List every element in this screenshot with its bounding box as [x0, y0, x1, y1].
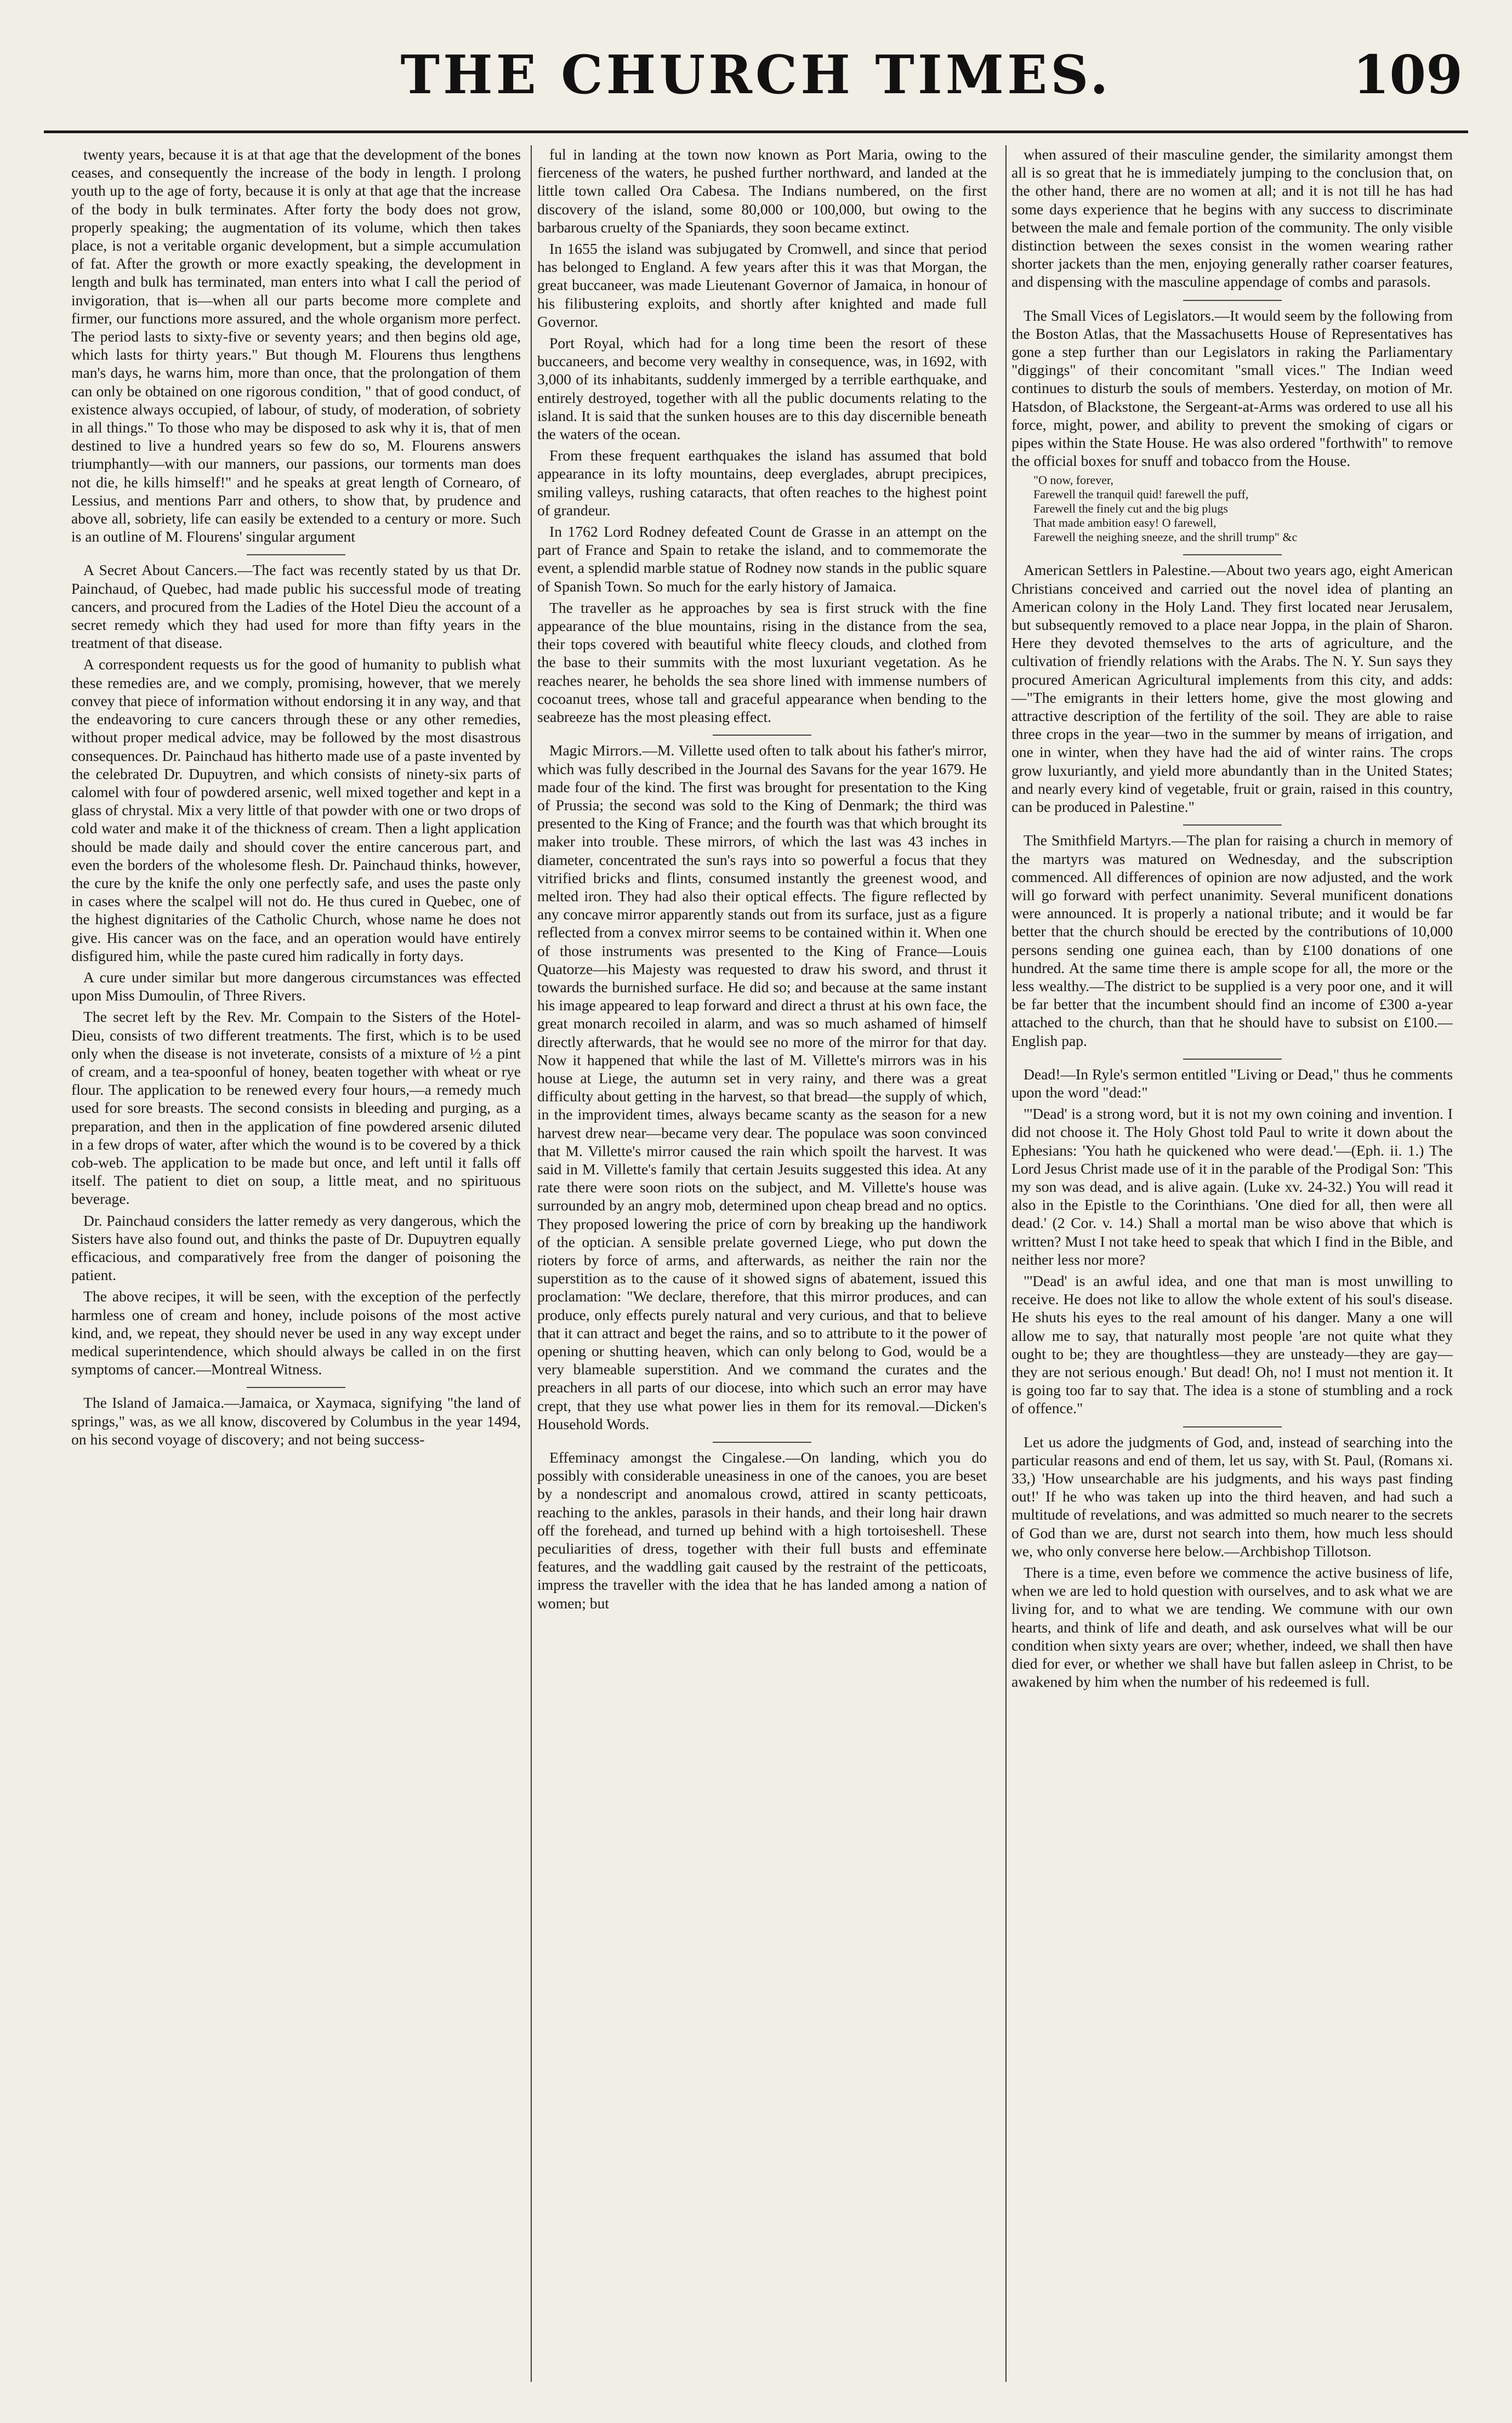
cingalese-article-end: when assured of their masculine gender, the similarity amongst them all is so great that he is immediately jumping to the conclusion that, on the other hand, there are no women at all; and it is not till he has had some days experience that he begins with any success to discriminate between the male and female portion of the community. The only visible distinction between the sexes consist in the women wearing rather shorter jackets than the men, enjoying generally rather coarser features, and dispensing with the masculine appendage of combs and parasols. — [1011, 146, 1453, 291]
section-divider — [247, 1381, 345, 1388]
column-2 — [537, 145, 987, 2393]
cingalese-article-start: Effeminacy amongst the Cingalese.—On landing, which you do possibly with considerable uneasiness in one of the canoes, you are beset by a nondescript and anomalous crowd, attired in scanty petticoats, reaching to the ankles, parasols in their hands, and their long hair drawn off the forehead, and turned up behind with a high tortoiseshell. These peculiarities of dress, together with their full busts and effeminate features, and the waddling gait caused by the restraint of the petticoats, impress the traveller with the idea that he has landed among a nation of women; but — [537, 1449, 987, 1612]
section-divider — [247, 549, 345, 555]
jamaica-article-paragraph: From these frequent earthquakes the island has assumed that bold appearance in its lofty mountains, deep everglades, abrupt precipices, smiling valleys, rushing cataracts, that often reaches to the highest point of grandeur. — [537, 447, 987, 519]
dead-article-paragraph: "'Dead' is an awful idea, and one that man is most unwilling to receive. He does not like to allow the whole extent of his soul's disease. He shuts his eyes to the real amount of his danger. Many a one will allow me to say, that naturally most people 'are not quite what they ought to be; they are thoughtless—they are unsteady—they are gay—they are not serious enough.' But dead! Oh, no! I must not mention it. It is going too far to say that. The idea is a stone of stumbling and a rock of offence." — [1011, 1272, 1453, 1417]
jamaica-article-start: The Island of Jamaica.—Jamaica, or Xaymaca, signifying "the land of springs," was, as we all know, discovered by Columbus in the year 1494, on his second voyage of discovery; and not being success- — [71, 1394, 521, 1448]
verse-line: Farewell the neighing sneeze, and the shrill trump" &c — [1033, 530, 1298, 544]
section-divider — [1183, 549, 1282, 555]
section-divider — [1183, 819, 1282, 826]
masthead — [44, 38, 1468, 132]
section-divider — [1183, 1421, 1282, 1427]
smithfield-martyrs-article: The Smithfield Martyrs.—The plan for raising a church in memory of the martyrs was matured on Wednesday, and the subscription commenced. All differences of opinion are now adjusted, and the work will go forward with perfect unanimity. Several munificent donations were announced. It is properly a national tribute; and it would be far better that the church should be erected by the contributions of 10,000 persons sending one guinea each, than by £100 donations of one hundred. At the same time there is ample scope for all, the more or the less wealthy.—The district to be supplied is a very poor one, and it will be far better that the incumbent should find an income of £300 a-year attached to the church, than that he should have to subsist on £100.—English pap. — [1011, 832, 1453, 1049]
cancers-article-paragraph: Dr. Painchaud considers the latter remedy as very dangerous, which the Sisters have also found out, and thinks the paste of Dr. Dupuytren equally efficacious, and comparatively free from the danger of poisoning the patient. — [71, 1212, 521, 1284]
verse-line: Farewell the finely cut and the big plugs — [1033, 502, 1228, 516]
section-divider — [713, 1436, 811, 1443]
small-vices-article: The Small Vices of Legislators.—It would seem by the following from the Boston Atlas, that the Massachusetts House of Representatives has gone a step further than our Legislators in raking the Parliamentary "diggings" of their concomitant "small vices." The Indian weed continues to disturb the souls of members. Yesterday, on motion of Mr. Hatsdon, of Blackstone, the Sergeant-at-Arms was ordered to use all his force, might, power, and ability to prevent the smoking of cigars or pipes within the State House. He was also ordered "forthwith" to remove the official boxes for snuff and tobacco from the House. — [1011, 306, 1453, 470]
article-columns — [71, 145, 1453, 2398]
section-divider — [1183, 1053, 1282, 1060]
flourens-article-end: twenty years, because it is at that age that the development of the bones ceases, and consequently the increase of the body in length. I prolong youth up to the age of forty, because it is only at that age that the increase of the body in bulk terminates. After forty the body does not grow, properly speaking; the augmentation of its volume, which then takes place, is not a veritable organic development, but a simple accumulation of fat. After the growth or more exactly speaking, the development in length and bulk has terminated, man enters into what I call the period of invigoration, that is—when all our parts become more complete and firmer, our functions more assured, and the whole organism more perfect. The period lasts to sixty-five or seventy years; and then begins old age, which lasts for thirty years." But though M. Flourens thus lengthens man's days, he warns him, more than once, that the prolongation of them can only be obtained on one rigorous condition, " that of good conduct, of existence always occupied, of labour, of study, of moderation, of sobriety in all things." To those who may be disposed to ask why it is, that of men destined to live a hundred years so few do so, M. Flourens answers triumphantly—with our manners, our passions, our torments man does not die, he kills himself!" and he speaks at great length of Cornearo, of Lessius, and mentions Parr and others, to show that, by prudence and above all, sobriety, life can easily be extended to a century or more. Such is an outline of M. Flourens' singular argument — [71, 146, 521, 545]
jamaica-article-paragraph: In 1762 Lord Rodney defeated Count de Grasse in an attempt on the part of France and Spain to retake the island, and to commemorate the event, a splendid marble statue of Rodney now stands in the public square of Spanish Town. So much for the early history of Jamaica. — [537, 523, 987, 595]
jamaica-article-paragraph: ful in landing at the town now known as Port Maria, owing to the fierceness of the waters, he pushed further northward, and landed at the little town called Ora Cabesa. The Indians numbered, on the first discovery of the island, some 80,000 or 100,000, but owing to the barbarous cruelty of the Spaniards, they soon became extinct. — [537, 146, 987, 236]
tillotson-quotation: Let us adore the judgments of God, and, instead of searching into the particular reasons and end of them, let us say, with St. Paul, (Romans xi. 33,) 'How unsearchable are his judgments, and his ways past finding out!' If he who was taken up into the third heaven, and had such a multitude of revelations, and was admitted so much nearer to the secrets of God than we are, durst not search into them, how much less should we, who only converse here below.—Archbishop Tillotson. — [1011, 1433, 1453, 1560]
magic-mirrors-article: Magic Mirrors.—M. Villette used often to talk about his father's mirror, which was fully described in the Journal des Savans for the year 1679. He made four of the kind. The first was brought for presentation to the King of Prussia; the second was sold to the King of Denmark; the third was presented to the King of France; and the fourth was that which brought its maker into trouble. These mirrors, of which the last was 43 inches in diameter, concentrated the sun's rays into so powerful a focus that they vitrified bricks and flints, consumed instantly the greenest wood, and melted iron. They had also their optical effects. The figure reflected by any concave mirror apparently stands out from its surface, just as a figure reflected from a convex mirror seems to be contained within it. When one of those instruments was presented to the King of France—Louis Quatorze—his Majesty was requested to draw his sword, and thrust it towards the burnished surface. He did so; and because at the same instant his image appeared to leap forward and direct a thrust at his own face, the great monarch recoiled in alarm, and was so much ashamed of himself directly afterwards, that he would see no more of the mirror for that day. Now it happened that while the last of M. Villette's mirrors was in his house at Liege, the autumn set in very rainy, and there was a great difficulty about getting in the harvest, so that bread—the supply of which, in the improvident times, always became scanty as the season for a new harvest drew near—became very dear. The populace was soon convinced that M. Villette's mirror caused the rain which spoilt the harvest. It was said in M. Villette's family that certain Jesuits suggested this idea. At any rate there were soon riots on the subject, and M. Villette's house was surrounded by an angry mob, determined upon cheap bread and no optics. They proposed lowering the price of corn by breaking up the handiwork of the optician. A sensible prelate governed Liege, who put down the rioters by force of arms, and afterwards, as neither the rain nor the superstition as to the cause of it showed signs of abatement, issued this proclamation: "We declare, therefore, that this mirror produces, and can produce, only effects purely natural and very curious, and that to believe that it can attract and beget the rains, and so to attribute to it the power of opening or shutting heaven, which can only belong to God, would be a very blameable superstition. And we command the curates and the preachers in all parts of our diocese, into which such an error may have crept, that they use what power lies in them for its removal.—Dicken's Household Words. — [537, 742, 987, 1432]
page-number: 109 — [1352, 44, 1463, 106]
verse-quotation — [1033, 473, 1453, 544]
column-3 — [1011, 145, 1453, 2393]
column-1 — [71, 145, 521, 2393]
verse-line: Farewell the tranquil quid! farewell the puff, — [1033, 487, 1249, 502]
cancers-article-paragraph: The above recipes, it will be seen, with the exception of the perfectly harmless one of cream and honey, include poisons of the most active kind, and, we repeat, they should never be used in any way except under medical superintendence, which should always be called in on the first symptoms of cancer.—Montreal Witness. — [71, 1288, 521, 1378]
masthead-rule — [44, 130, 1468, 133]
dead-article-paragraph: "'Dead' is a strong word, but it is not my own coining and invention. I did not choose it. The Holy Ghost told Paul to write it down about the Ephesians: 'You hath he quickened who were dead.'—(Eph. ii. 1.) The Lord Jesus Christ made use of it in the parable of the Prodigal Son: 'This my son was dead, and is alive again. (Luke xv. 24-32.) You will read it also in the Epistle to the Corinthians. 'One died for all, then were all dead.' (2 Cor. v. 14.) Shall a mortal man be wiso above that which is written? Must I not take heed to speak that which I find in the Bible, and neither less nor more? — [1011, 1105, 1453, 1268]
cancers-article-paragraph: A correspondent requests us for the good of humanity to publish what these remedies are, and we comply, promising, however, that we merely convey that piece of information without endorsing it in any way, and that the endeavoring to cure cancers through these or any other remedies, without proper medical advice, may be followed by the most disastrous consequences. Dr. Painchaud has hitherto made use of a paste invented by the celebrated Dr. Dupuytren, and which consists of ninety-six parts of calomel with four of powdered arsenic, well mixed together and kept in a glass of chrystal. Mix a very little of that powder with one or two drops of cold water and make it of the thickness of cream. Then a light application should be made daily and should cover the entire cancerous part, and even the borders of the wholesome flesh. Dr. Painchaud thinks, however, the cure by the knife the only one perfectly safe, and uses the paste only in cases where the scalpel will not do. He thus cured in Quebec, one of the highest dignitaries of the Catholic Church, whose name he does not give. His cancer was on the face, and an operation would have entirely disfigured him, while the paste cured him radically in forty days. — [71, 656, 521, 964]
verse-line: That made ambition easy! O farewell, — [1033, 516, 1217, 530]
jamaica-article-paragraph: The traveller as he approaches by sea is first struck with the fine appearance of the blue mountains, rising in the distance from the sea, their tops covered with beautiful white fleecy clouds, and clothed from the base to their summits with the most luxuriant vegetation. As he reaches nearer, he beholds the sea shore lined with immense numbers of cocoanut trees, whose tall and graceful appearance when bending to the seabreeze has the most pleasing effect. — [537, 599, 987, 726]
cancers-article-paragraph: A cure under similar but more dangerous circumstances was effected upon Miss Dumoulin, of Three Rivers. — [71, 968, 521, 1004]
newspaper-title: THE CHURCH TIMES. — [400, 44, 1112, 106]
closing-paragraph: There is a time, even before we commence the active business of life, when we are led to hold question with ourselves, and to ask what we are living for, and to what we are tending. We commune with our own hearts, and think of life and death, and ask ourselves what will be our condition when sixty years are over; whether, indeed, we shall then have died for ever, or whether we shall have but fallen asleep in Christ, to be awakened by him when the number of his redeemed is full. — [1011, 1564, 1453, 1691]
jamaica-article-paragraph: Port Royal, which had for a long time been the resort of these buccaneers, and become very wealthy in consequence, was, in 1692, with 3,000 of its inhabitants, suddenly immerged by a terrible earthquake, and entirely destroyed, together with all the public documents relating to the island. It is said that the sunken houses are to this day discernible beneath the waters of the ocean. — [537, 334, 987, 443]
dead-article-intro: Dead!—In Ryle's sermon entitled "Living or Dead," thus he comments upon the word "dead:" — [1011, 1065, 1453, 1101]
section-divider — [713, 729, 811, 736]
verse-line: "O now, forever, — [1033, 473, 1113, 487]
palestine-settlers-article: American Settlers in Palestine.—About two years ago, eight American Christians conceived and carried out the novel idea of planting an American colony in the Holy Land. They first located near Jerusalem, but subsequently removed to a place near Joppa, in the plain of Sharon. Here they devoted themselves to the arts of agriculture, and the cultivation of friendly relations with the Arabs. The N. Y. Sun says they procured American Agricultural implements from this city, and adds:—"The emigrants in their letters home, give the most glowing and attractive description of the fertility of the soil. They are able to raise three crops in the year—two in the summer by means of irrigation, and one in winter, when they have had the aid of winter rains. The crops grow luxuriantly, and yield more abundantly than in the United States; and nearly every kind of vegetable, fruit or grain, raised in this country, can be produced in Palestine." — [1011, 561, 1453, 816]
section-divider — [1183, 294, 1282, 301]
jamaica-article-paragraph: In 1655 the island was subjugated by Cromwell, and since that period has belonged to England. A few years after this it was that Morgan, the great buccaneer, was made Lieutenant Governor of Jamaica, in honour of his filibustering exploits, and shortly after knighted and made full Governor. — [537, 240, 987, 330]
cancers-article-paragraph: The secret left by the Rev. Mr. Compain to the Sisters of the Hotel-Dieu, consists of two different treatments. The first, which is to be used only when the disease is not inveterate, consists of a mixture of ½ a pint of cream, and a tea-spoonful of honey, beaten together with wheat or rye flour. The application to be renewed every four hours,—a remedy much used for sore breasts. The second consists in bleeding and purging, as a preparation, and then in the application of fine powdered arsenic diluted in a few drops of water, after which the wound is to be covered by a thick cob-web. The application to be made but once, and left until it falls off itself. The patient to diet on soup, a little meat, and no spirituous beverage. — [71, 1008, 521, 1208]
cancers-article-intro: A Secret About Cancers.—The fact was recently stated by us that Dr. Painchaud, of Quebec, had made public his successful mode of treating cancers, and procured from the Ladies of the Hotel Dieu the account of a secret remedy which they had used for more than fifty years in the treatment of that disease. — [71, 561, 521, 652]
